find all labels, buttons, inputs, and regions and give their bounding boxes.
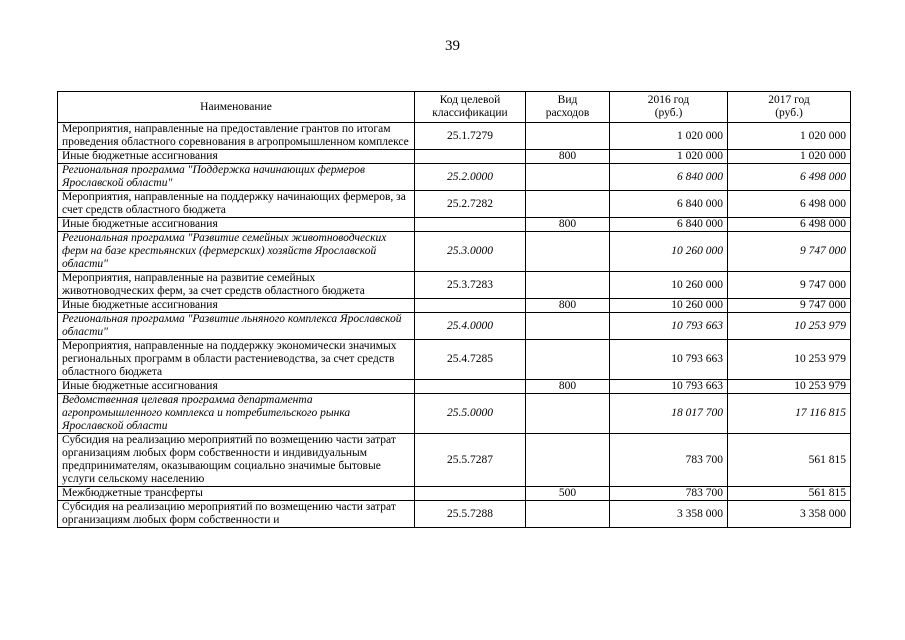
header-code: Код целевой классификации <box>415 92 526 123</box>
row-2016-cell: 3 358 000 <box>610 501 728 528</box>
row-2017-cell: 3 358 000 <box>728 501 851 528</box>
table-row <box>58 272 851 299</box>
row-type-cell <box>526 164 610 191</box>
header-year-2016: 2016 год (руб.) <box>610 92 728 123</box>
row-2017-cell: 1 020 000 <box>728 123 851 150</box>
row-2016-cell: 6 840 000 <box>610 164 728 191</box>
row-type-cell <box>526 501 610 528</box>
row-name-cell: Ведомственная целевая программа департамента агропромышленного комплекса и потребительского рынка Ярославской области <box>58 394 415 434</box>
row-2016-cell: 10 793 663 <box>610 380 728 394</box>
row-2016-cell: 10 793 663 <box>610 313 728 340</box>
row-type-cell <box>526 232 610 272</box>
row-type-cell <box>526 340 610 380</box>
row-name-cell: Субсидия на реализацию мероприятий по возмещению части затрат организациям любых форм собственности и <box>58 501 415 528</box>
row-2017-cell: 9 747 000 <box>728 272 851 299</box>
table-body <box>58 123 851 528</box>
table-row <box>58 150 851 164</box>
row-type-cell <box>526 191 610 218</box>
header-year-2017: 2017 год (руб.) <box>728 92 851 123</box>
row-name-cell: Иные бюджетные ассигнования <box>58 218 415 232</box>
row-2016-cell: 783 700 <box>610 487 728 501</box>
table-row <box>58 191 851 218</box>
row-2017-cell: 6 498 000 <box>728 218 851 232</box>
row-2017-cell: 9 747 000 <box>728 232 851 272</box>
row-2017-cell: 10 253 979 <box>728 313 851 340</box>
table-row <box>58 218 851 232</box>
row-name-cell: Межбюджетные трансферты <box>58 487 415 501</box>
row-type-cell <box>526 272 610 299</box>
header-name: Наименование <box>58 92 415 123</box>
row-code-cell: 25.3.7283 <box>415 272 526 299</box>
row-code-cell <box>415 218 526 232</box>
table-row <box>58 434 851 487</box>
row-code-cell <box>415 380 526 394</box>
row-2016-cell: 1 020 000 <box>610 150 728 164</box>
row-name-cell: Мероприятия, направленные на предоставление грантов по итогам проведения областного соревнования в агропромышленном комплексе <box>58 123 415 150</box>
row-2016-cell: 10 260 000 <box>610 232 728 272</box>
row-2017-cell: 6 498 000 <box>728 164 851 191</box>
row-code-cell: 25.5.7287 <box>415 434 526 487</box>
row-type-cell <box>526 123 610 150</box>
table-row <box>58 487 851 501</box>
row-code-cell: 25.3.0000 <box>415 232 526 272</box>
row-name-cell: Иные бюджетные ассигнования <box>58 150 415 164</box>
table-row <box>58 501 851 528</box>
table-row <box>58 164 851 191</box>
row-2017-cell: 9 747 000 <box>728 299 851 313</box>
table-row <box>58 340 851 380</box>
row-type-cell: 800 <box>526 299 610 313</box>
row-2017-cell: 561 815 <box>728 434 851 487</box>
page-number: 39 <box>445 38 460 54</box>
row-type-cell: 500 <box>526 487 610 501</box>
table-row <box>58 313 851 340</box>
table-header-row <box>58 92 851 123</box>
row-type-cell <box>526 394 610 434</box>
header-type: Вид расходов <box>526 92 610 123</box>
table-row <box>58 299 851 313</box>
row-type-cell <box>526 313 610 340</box>
table-row <box>58 232 851 272</box>
row-type-cell: 800 <box>526 150 610 164</box>
row-2017-cell: 6 498 000 <box>728 191 851 218</box>
table-row <box>58 380 851 394</box>
row-name-cell: Мероприятия, направленные на поддержку начинающих фермеров, за счет средств областного бюджета <box>58 191 415 218</box>
row-name-cell: Иные бюджетные ассигнования <box>58 299 415 313</box>
row-name-cell: Региональная программа "Развитие семейных животноводческих ферм на базе крестьянских (фермерских) хозяйств Ярославской области" <box>58 232 415 272</box>
row-name-cell: Мероприятия, направленные на развитие семейных животноводческих ферм, за счет средств областного бюджета <box>58 272 415 299</box>
row-code-cell: 25.2.0000 <box>415 164 526 191</box>
row-name-cell: Мероприятия, направленные на поддержку экономически значимых региональных программ в области растениеводства, за счет средств областного бюджета <box>58 340 415 380</box>
row-2016-cell: 10 260 000 <box>610 272 728 299</box>
row-2016-cell: 6 840 000 <box>610 191 728 218</box>
row-2016-cell: 10 260 000 <box>610 299 728 313</box>
row-2016-cell: 783 700 <box>610 434 728 487</box>
row-name-cell: Иные бюджетные ассигнования <box>58 380 415 394</box>
row-type-cell: 800 <box>526 218 610 232</box>
row-2016-cell: 6 840 000 <box>610 218 728 232</box>
row-code-cell <box>415 487 526 501</box>
row-code-cell: 25.1.7279 <box>415 123 526 150</box>
row-2017-cell: 561 815 <box>728 487 851 501</box>
row-code-cell: 25.4.7285 <box>415 340 526 380</box>
row-code-cell: 25.2.7282 <box>415 191 526 218</box>
row-code-cell: 25.5.7288 <box>415 501 526 528</box>
budget-table <box>57 91 851 528</box>
row-code-cell <box>415 299 526 313</box>
row-2017-cell: 10 253 979 <box>728 340 851 380</box>
row-name-cell: Региональная программа "Развитие льняного комплекса Ярославской области" <box>58 313 415 340</box>
row-type-cell: 800 <box>526 380 610 394</box>
row-2016-cell: 18 017 700 <box>610 394 728 434</box>
row-2017-cell: 17 116 815 <box>728 394 851 434</box>
table-row <box>58 394 851 434</box>
row-2016-cell: 1 020 000 <box>610 123 728 150</box>
row-name-cell: Региональная программа "Поддержка начинающих фермеров Ярославской области" <box>58 164 415 191</box>
row-name-cell: Субсидия на реализацию мероприятий по возмещению части затрат организациям любых форм собственности и индивидуальным предпринимателям, оказывающим социально значимые бытовые услуги сельскому населению <box>58 434 415 487</box>
row-2016-cell: 10 793 663 <box>610 340 728 380</box>
table-row <box>58 123 851 150</box>
row-code-cell: 25.5.0000 <box>415 394 526 434</box>
row-type-cell <box>526 434 610 487</box>
row-2017-cell: 10 253 979 <box>728 380 851 394</box>
row-code-cell: 25.4.0000 <box>415 313 526 340</box>
row-2017-cell: 1 020 000 <box>728 150 851 164</box>
row-code-cell <box>415 150 526 164</box>
